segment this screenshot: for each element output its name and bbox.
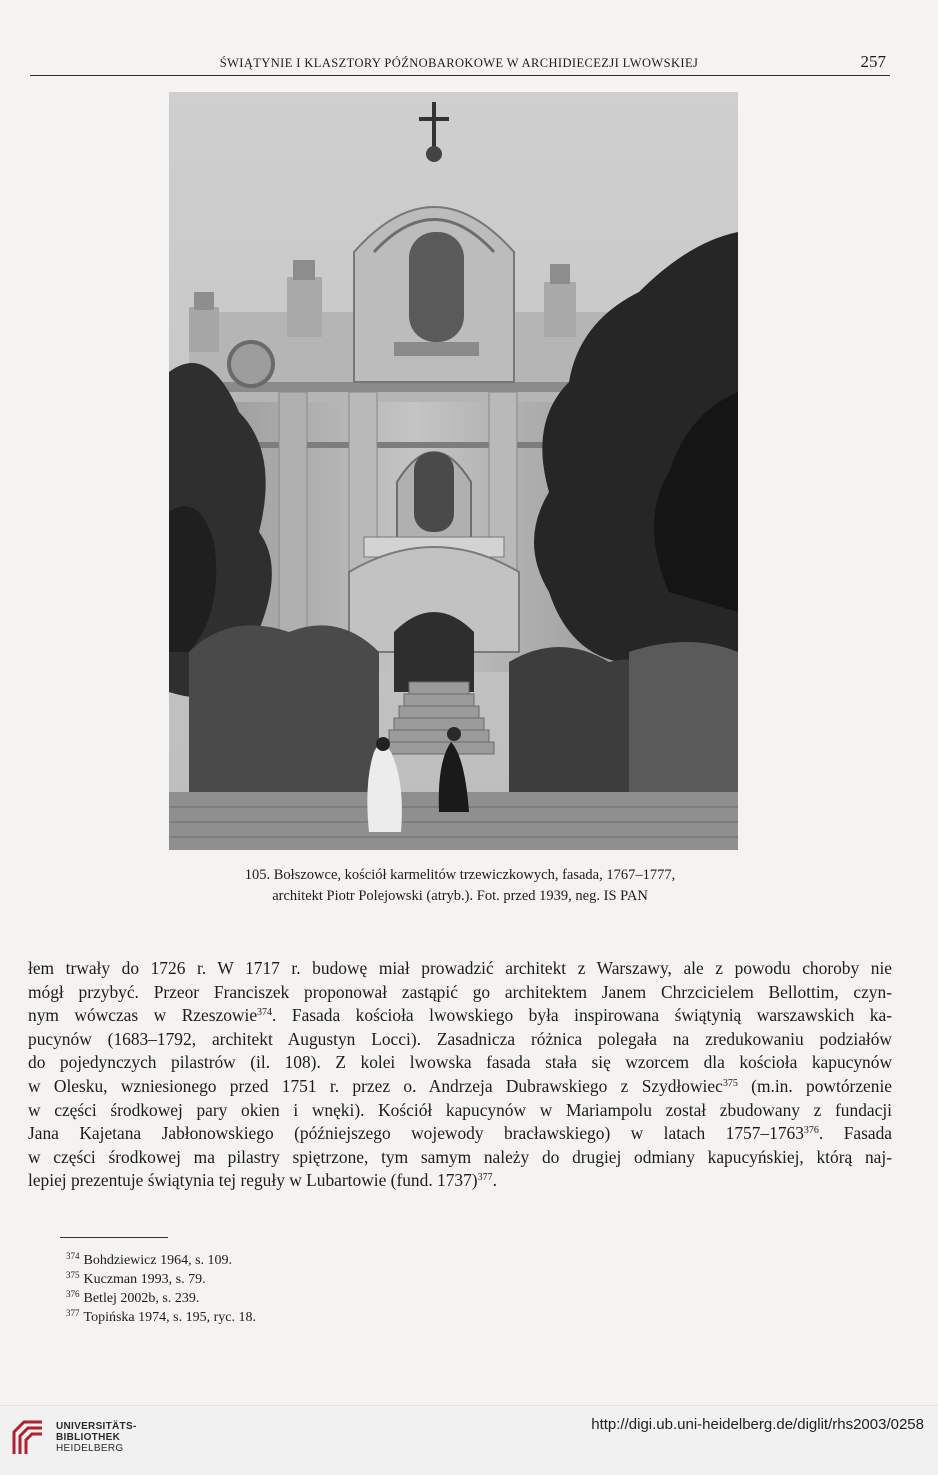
church-facade-photo [169, 92, 738, 850]
body-paragraph [28, 957, 892, 1193]
running-head: ŚWIĄTYNIE I KLASZTORY PÓŹNOBAROKOWE W ARCHIDIECEZJI LWOWSKIEJ [219, 56, 699, 70]
footnote: $^{374}$ Bohdziewicz 1964, s. 109. [66, 1251, 233, 1268]
page-number: 257 [860, 52, 886, 71]
footnote-ref[interactable]: 377 [477, 1172, 493, 1184]
body-line: Jana Kajetana Jabłonowskiego (późniejszego wojewody bracławskiego) w latach 1757–1763$^{376}$. Fasada [28, 1123, 892, 1144]
body-line: w części środkowej pary okien i wnęki). Kościół kapucynów w Mariampolu został zbudowany z fundacji [28, 1099, 892, 1120]
library-name: UNIVERSITÄTS- BIBLIOTHEK HEIDELBERG [56, 1421, 137, 1454]
library-logo-icon [10, 1418, 46, 1458]
page-header [30, 54, 888, 76]
footnote: $^{376}$ Betlej 2002b, s. 239. [66, 1289, 200, 1306]
footnote: $^{375}$ Kuczman 1993, s. 79. [66, 1270, 206, 1287]
footnote-ref[interactable]: 375 [722, 1077, 738, 1089]
header-rule [30, 75, 890, 76]
footnote: $^{377}$ Topińska 1974, s. 195, ryc. 18. [66, 1308, 256, 1325]
body-line: w części środkowej ma pilastry spiętrzone, tym samym należy do drugiej odmiany kapucyńskiej, którą naj- [28, 1146, 892, 1167]
body-line: pucynów (1683–1792, architekt Augustyn Locci). Zasadnicza różnica polegała na zredukowaniu podziałów [28, 1028, 892, 1049]
body-line: lepiej prezentuje świątynia tej reguły w Lubartowie (fund. 1737)$^{377}$. [28, 1170, 497, 1191]
body-line: nym wówczas w Rzeszowie$^{374}$. Fasada kościoła lwowskiego była inspirowana świątynią warszawskich ka- [28, 1005, 893, 1026]
body-line: łem trwały do 1726 r. W 1717 r. budowę miał prowadzić architekt z Warszawy, ale z powodu choroby nie [28, 958, 892, 978]
footnote-ref[interactable]: 376 [803, 1125, 819, 1137]
figure-caption-line-2: architekt Piotr Polejowski (atryb.). Fot. przed 1939, neg. IS PAN [272, 888, 648, 904]
body-line: w Olesku, wzniesionego przed 1751 r. przez o. Andrzeja Dubrawskiego z Szydłowiec$^{375}$ (m.in. powtórzenie [28, 1075, 892, 1096]
footer-bar [0, 1405, 938, 1475]
body-line: mógł przybyć. Przeor Franciszek proponował zastąpić go architektem Janem Chrzcicielem Bellottim, czyn- [28, 981, 892, 1002]
source-url-link[interactable]: http://digi.ub.uni-heidelberg.de/diglit/rhs2003/0258 [591, 1416, 924, 1433]
body-line: do pojedynczych pilastrów (il. 108). Z kolei lwowska fasada stała się wzorcem dla kościoła kapucynów [28, 1052, 892, 1073]
footnotes [66, 1251, 256, 1327]
figure-caption-line-1: 105. Bołszowce, kościół karmelitów trzewiczkowych, fasada, 1767–1777, [244, 867, 676, 883]
footnote-rule [60, 1237, 168, 1238]
footnote-ref[interactable]: 374 [257, 1007, 273, 1019]
